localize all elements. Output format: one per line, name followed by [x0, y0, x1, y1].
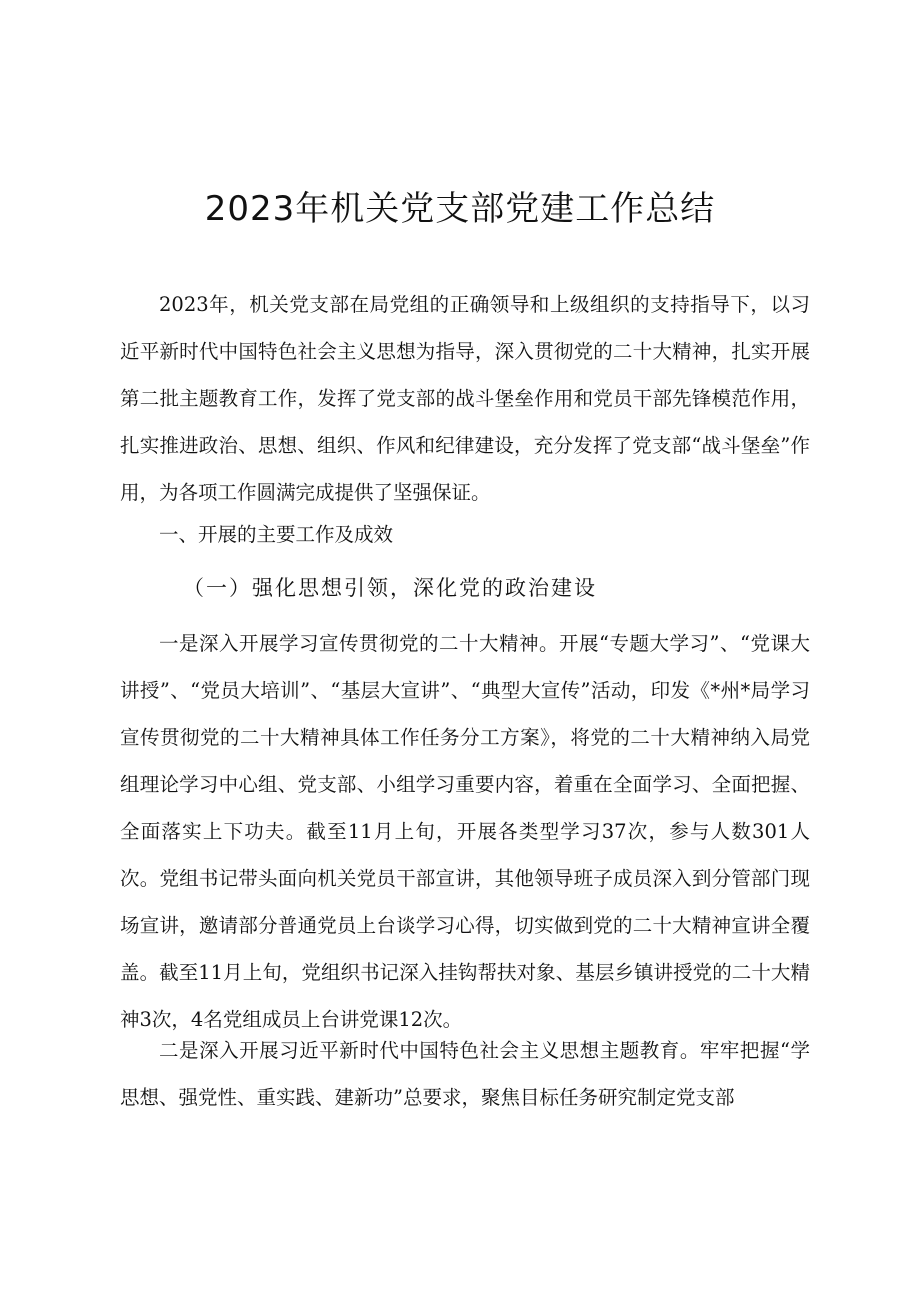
body-paragraph-2: 二是深入开展习近平新时代中国特色社会主义思想主题教育。牢牢把握“学思想、强党性、重实践、建新功”总要求，聚焦目标任务研究制定党支部	[120, 1039, 810, 1109]
document-title: 2023年机关党支部党建工作总结	[204, 189, 716, 229]
intro-paragraph: 2023年，机关党支部在局党组的正确领导和上级组织的支持指导下，以习近平新时代中国特色社会主义思想为指导，深入贯彻党的二十大精神，扎实开展第二批主题教育工作，发挥了党支部的战斗堡垒作用和党员干部先锋模范作用，扎实推进政治、思想、组织、作风和纪律建设，充分发挥了党支部“战斗堡垒”作用，为各项工作圆满完成提供了坚强保证。	[120, 293, 810, 504]
section-heading: 一、开展的主要工作及成效	[159, 523, 394, 546]
subsection-heading: （一）强化思想引领，深化党的政治建设	[183, 576, 597, 600]
body-paragraph-1: 一是深入开展学习宣传贯彻党的二十大精神。开展“专题大学习”、“党课大讲授”、“党员大培训”、“基层大宣讲”、“典型大宣传”活动，印发《*州*局学习宣传贯彻党的二十大精神具体工作任务分工方案》，将党的二十大精神纳入局党组理论学习中心组、党支部、小组学习重要内容，着重在全面学习、全面把握、全面落实上下功夫。截至11月上旬，开展各类型学习37次，参与人数301人次。党组书记带头面向机关党员干部宣讲，其他领导班子成员深入到分管部门现场宣讲，邀请部分普通党员上台谈学习心得，切实做到党的二十大精神宣讲全覆盖。截至11月上旬，党组织书记深入挂钩帮扶对象、基层乡镇讲授党的二十大精神3次，4名党组成员上台讲党课12次。	[120, 632, 810, 1031]
